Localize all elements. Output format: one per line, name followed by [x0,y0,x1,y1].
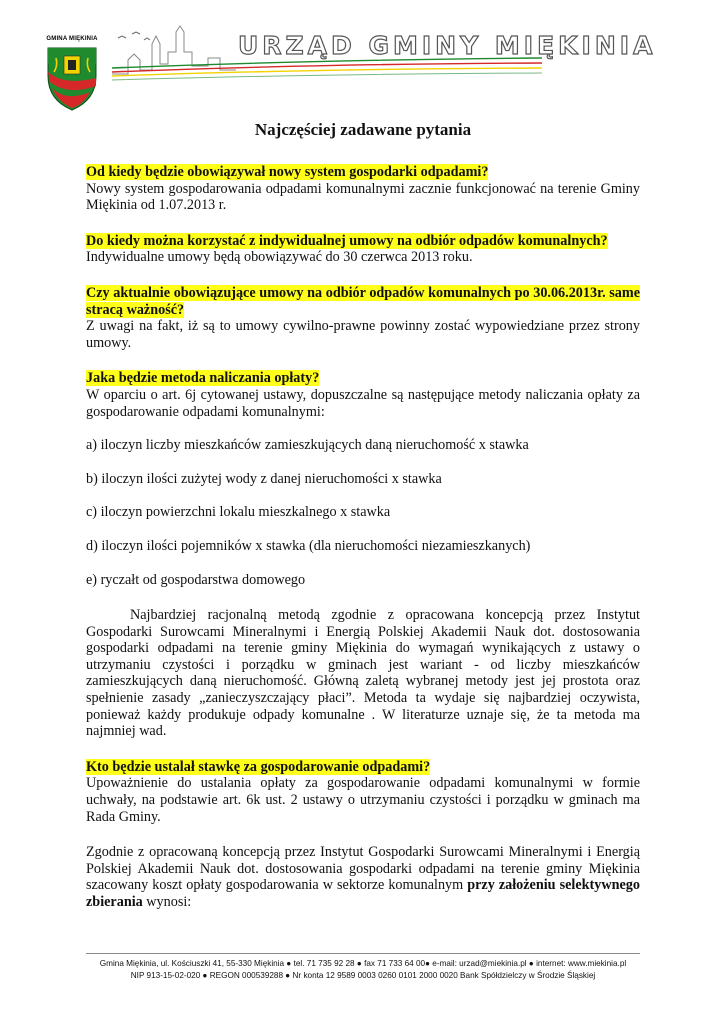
faq-item-1 [86,164,640,214]
faq-answer: W oparciu o art. 6j cytowanej ustawy, dopuszczalne są następujące metody naliczania opłaty za gospodarowanie odpadami komunalnymi: [86,386,640,420]
org-title: URZĄD GMINY MIĘKINIA [238,31,657,60]
method-paragraph: Najbardziej racjonalną metodą zgodnie z opracowana koncepcją przez Instytut Gospodarki Surowcami Mineralnymi i Energią Polskiej Akademii Nauk dot. dostosowania gospodarki odpadami na terenie gminy Miękinia do wymagań wynikających z ustawy o utrzymaniu czystości i porządku w gminach jest wariant - od liczby mieszkańców zamieszkujących daną nieruchomość. Główną zaletą wybranej metody jest jej prostota oraz spełnienie zasady „zanieczyszczający płaci”. Metoda ta wydaje się najbardziej oczywista, ponieważ każdy produkuje odpady komunalne . W literaturze uznaje się, że ta metoda ma najmniej wad. [86,607,640,740]
method-item-c: c) iloczyn powierzchni lokalu mieszkalnego x stawka [86,504,391,521]
decorative-stripes [112,54,542,84]
footer-bank-info: NIP 913-15-02-020 ● REGON 000539288 ● Nr konta 12 9589 0003 0260 0101 2000 0020 Bank Spółdzielczy w Środzie Śląskiej [130,970,596,980]
faq-item-5 [86,759,640,825]
closing-text-end: wynosi: [142,894,192,910]
method-item-e: e) ryczałt od gospodarstwa domowego [86,571,306,588]
faq-question: Do kiedy można korzystać z indywidualnej umowy na odbiór odpadów komunalnych? [86,232,608,249]
method-item-d: d) iloczyn ilości pojemników x stawka (dla nieruchomości niezamieszkanych) [86,537,531,554]
faq-answer: Z uwagi na fakt, iż są to umowy cywilno-prawne powinny zostać wypowiedziane przez strony umowy. [86,318,640,351]
faq-item-2 [86,233,640,266]
page-title: Najczęściej zadawane pytania [254,120,472,139]
faq-question: Czy aktualnie obowiązujące umowy na odbiór odpadów komunalnych po 30.06.2013r. same stracą ważność? [86,284,640,318]
method-item-b: b) iloczyn ilości zużytej wody z danej nieruchomości x stawka [86,470,442,487]
closing-text: Zgodnie z opracowaną koncepcją przez Instytut Gospodarki Surowcami Mineralnymi i Energią Polskiej Akademii Nauk dot. dostosowania gospodarki odpadami na terenie gminy Miękinia szacowany koszt opłaty gospodarowania w sektorze komunalnym [86,844,640,894]
footer-divider [86,953,640,954]
closing-paragraph [86,844,640,910]
faq-question: Od kiedy będzie obowiązywał nowy system gospodarki odpadami? [86,164,489,180]
faq-question: Kto będzie ustalał stawkę za gospodarowanie odpadami? [86,758,431,775]
footer-address: Gmina Miękinia, ul. Kościuszki 41, 55-330 Miękinia ● tel. 71 735 92 28 ● fax 71 733 64 00● e-mail: urzad@miekinia.pl ● internet: www.miekinia.pl [99,959,627,968]
faq-item-3 [86,285,640,351]
faq-question: Jaka będzie metoda naliczania opłaty? [86,370,320,387]
faq-answer: Indywidualne umowy będą obowiązywać do 30 czerwca 2013 roku. [86,249,473,266]
logo-label: GMINA MIĘKINIA [46,36,98,42]
faq-item-4 [86,370,640,420]
letterhead [0,0,725,110]
document-body [86,120,640,911]
gmina-logo [44,36,100,110]
faq-answer: Nowy system gospodarowania odpadami komunalnymi zacznie funkcjonować na terenie Gminy Miękinia od 1.07.2013 r. [86,180,640,214]
closing-bold-text: przy założeniu selektywnego zbierania [86,877,640,910]
coat-of-arms-icon [44,42,100,112]
faq-answer: Upoważnienie do ustalania opłaty za gospodarowanie odpadami komunalnymi w formie uchwały, na podstawie art. 6k ust. 2 ustawy o utrzymaniu czystości i porządku w gminach ma Rada Gminy. [86,775,640,825]
method-item-a: a) iloczyn liczby mieszkańców zamieszkujących daną nieruchomość x stawka [86,437,529,454]
page-footer [86,953,640,981]
